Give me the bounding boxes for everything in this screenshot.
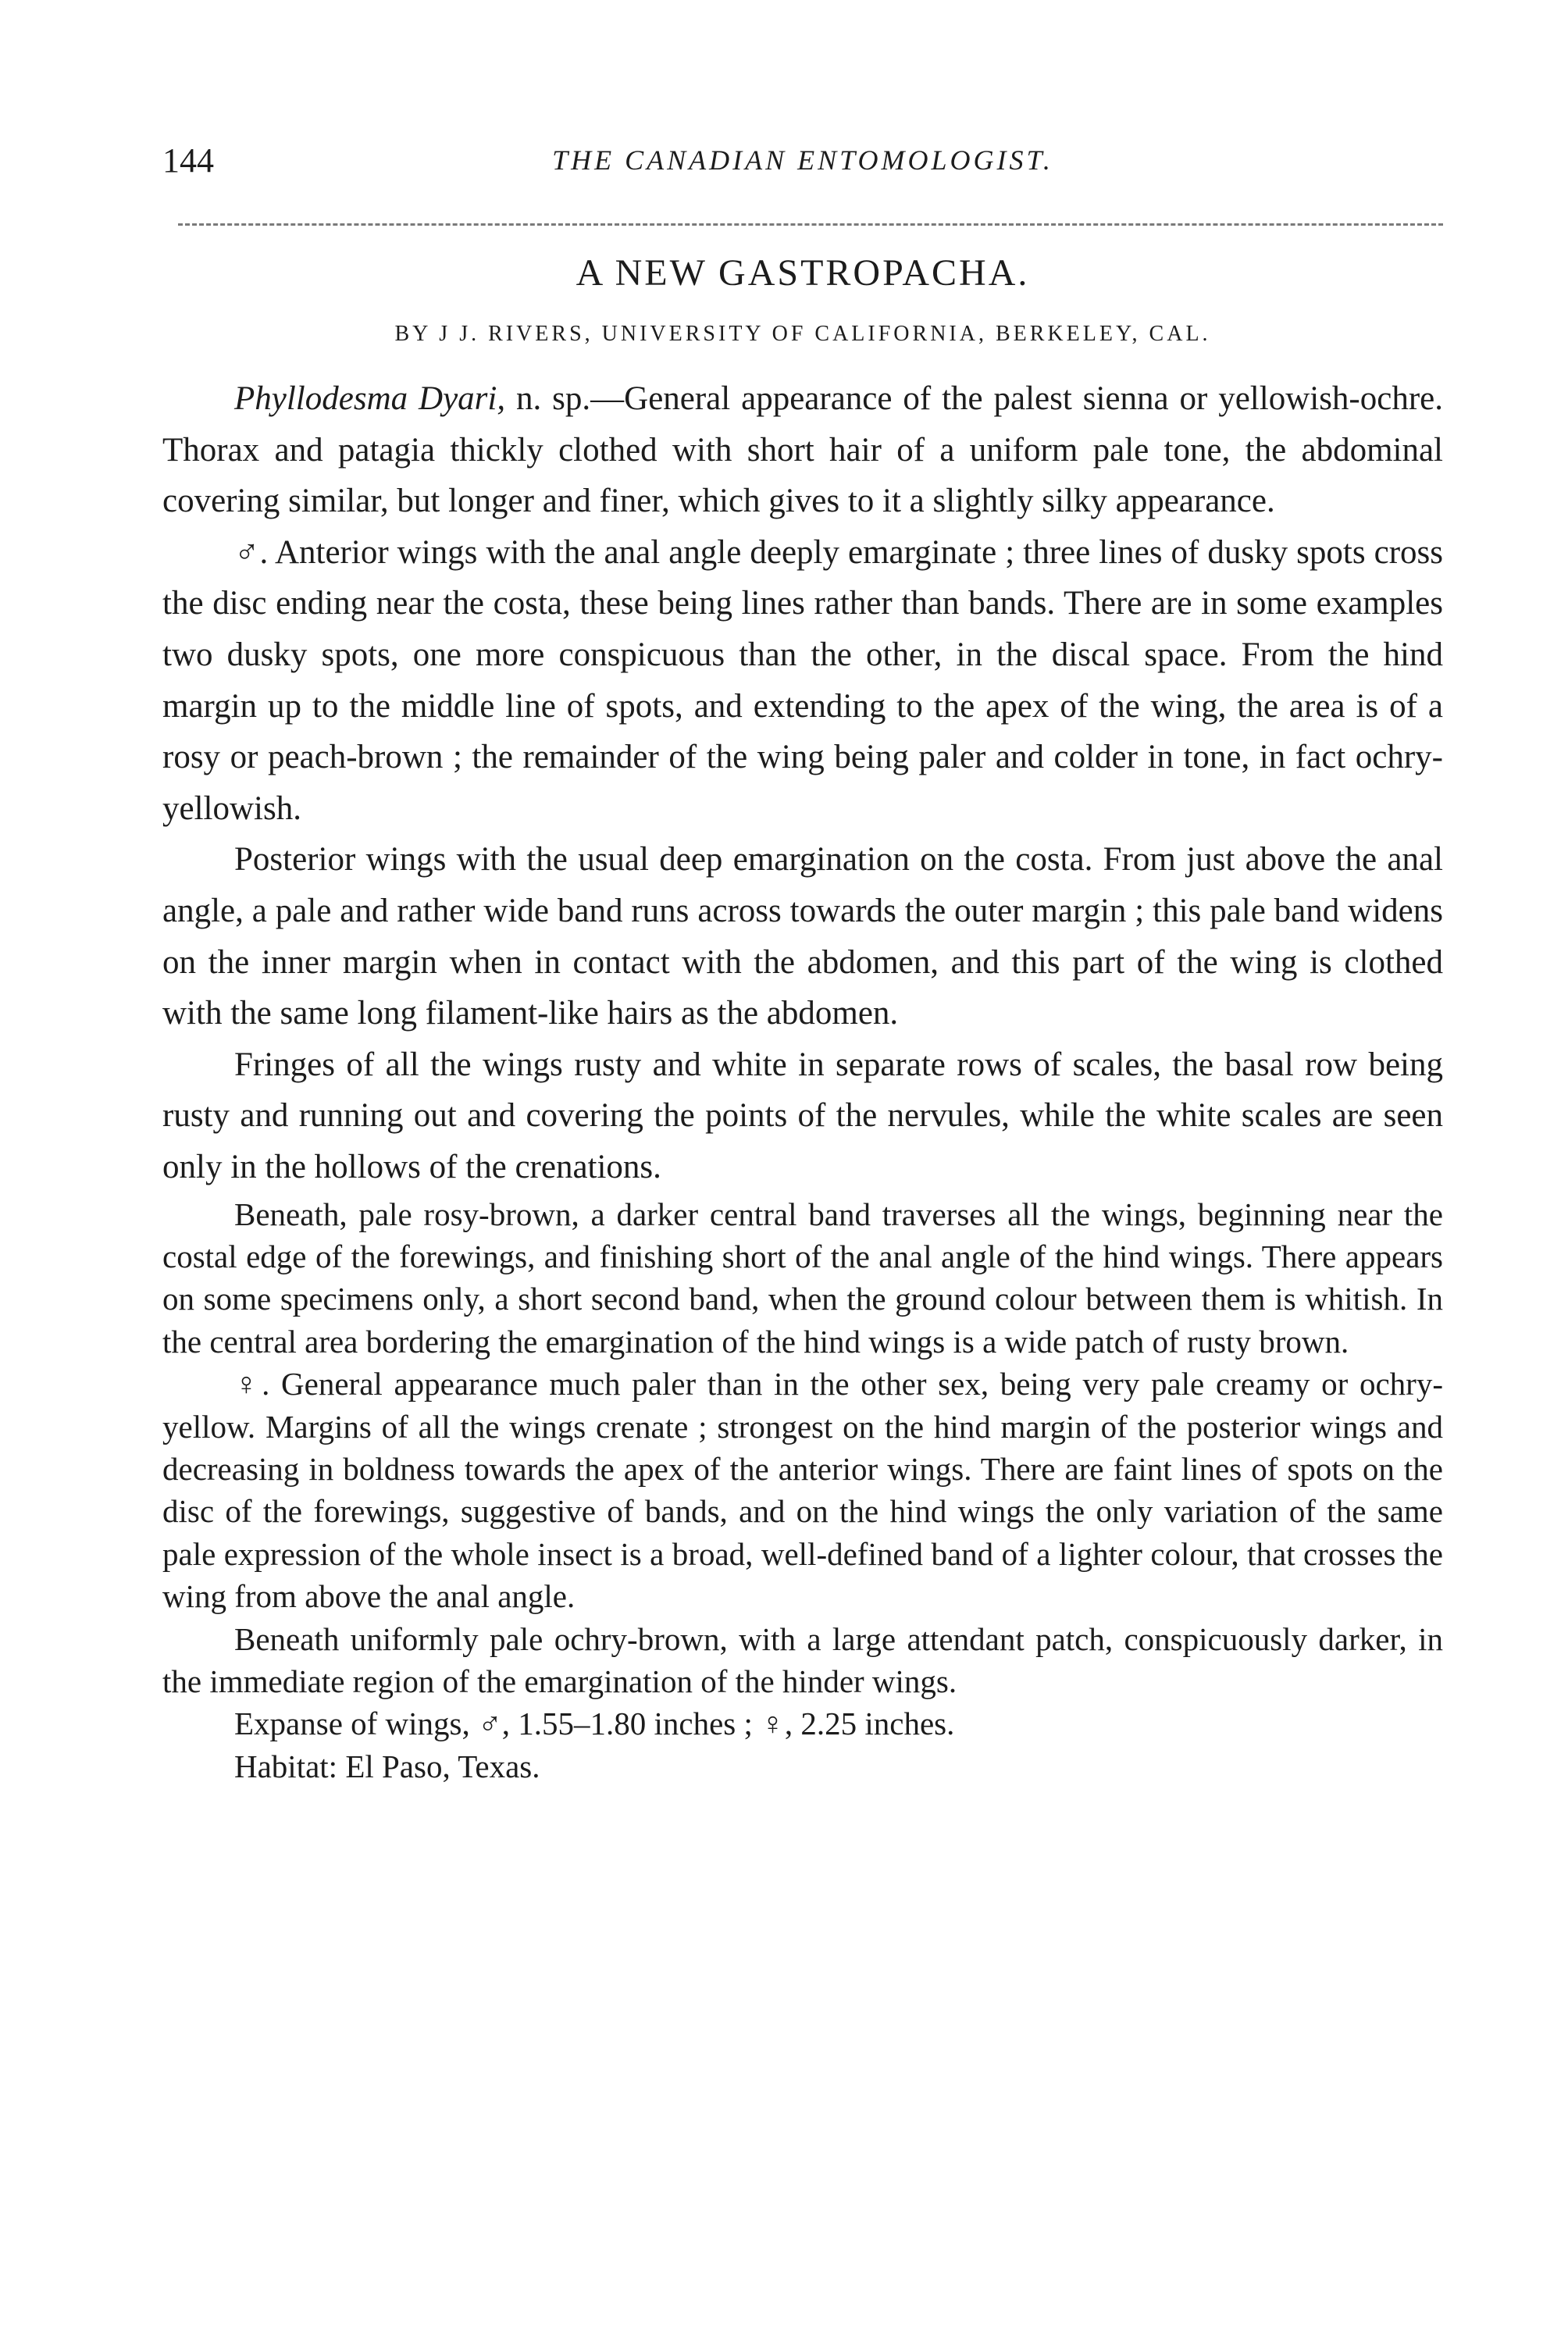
paragraph-expanse: Expanse of wings, ♂, 1.55–1.80 inches ; ♀, 2.25 inches. — [234, 1705, 955, 1742]
paragraph-1-text: n. sp.—General appearance of the palest sienna or yellowish-ochre. Thorax and patagia thickly clothed with short hair of a uniform pale tone, the abdominal covering similar, but longer and finer, which gives to it a slightly silky appearance. — [162, 380, 1443, 520]
paragraph-female: ♀. General appearance much paler than in the other sex, being very pale creamy or ochry-yellow. Margins of all the wings crenate ; strongest on the hind margin of the posterior wings and decreasing in boldness towards the apex of the anterior wings. There are faint lines of spots on the disc of the forewings, suggestive of bands, and on the hind wings the only variation of the same pale expression of the whole insect is a broad, well-defined band of a lighter colour, that crosses the wing from above the anal angle. — [162, 1366, 1443, 1615]
species-name: Phyllodesma Dyari, — [234, 380, 506, 417]
body-section-tight — [162, 1193, 1443, 1788]
running-head — [162, 141, 1443, 187]
paragraph-beneath: Beneath, pale rosy-brown, a darker central band traverses all the wings, beginning near the costal edge of the forewings, and finishing short of the anal angle of the hind wings. There appears on some specimens only, a short second band, when the ground colour between them is whitish. In the central area bordering the emargination of the hind wings is a wide patch of rusty brown. — [162, 1196, 1443, 1360]
byline: BY J J. RIVERS, UNIVERSITY OF CALIFORNIA, BERKELEY, CAL. — [394, 322, 1211, 346]
article-body — [162, 373, 1443, 1787]
journal-title: THE CANADIAN ENTOMOLOGIST. — [552, 144, 1053, 176]
paragraph-beneath-female: Beneath uniformly pale ochry-brown, with a large attendant patch, conspicuously darker, in the immediate region of the emargination of the hinder wings. — [162, 1620, 1443, 1699]
header-rule — [178, 223, 1443, 226]
paragraph-fringes: Fringes of all the wings rusty and white in separate rows of scales, the basal row being rusty and running out and covering the points of the nervules, while the white scales are seen only in the hollows of the crenations. — [162, 1046, 1443, 1185]
article-title: A NEW GASTROPACHA. — [576, 252, 1030, 294]
paragraph-posterior-wings: Posterior wings with the usual deep emargination on the costa. From just above the anal angle, a pale and rather wide band runs across towards the outer margin ; this pale band widens on the inner margin when in contact with the abdomen, and this part of the wing is clothed with the same long filament-like hairs as the abdomen. — [162, 841, 1443, 1032]
paragraph-habitat: Habitat: El Paso, Texas. — [234, 1748, 540, 1784]
page-number: 144 — [162, 141, 214, 180]
body-section-loose — [162, 373, 1443, 1193]
paragraph-male: ♂. Anterior wings with the anal angle deeply emarginate ; three lines of dusky spots cross the disc ending near the costa, these being lines rather than bands. There are in some examples two dusky spots, one more conspicuous than the other, in the discal space. From the hind margin up to the middle line of spots, and extending to the apex of the wing, the area is of a rosy or peach-brown ; the remainder of the wing being paler and colder in tone, in fact ochry-yellowish. — [162, 533, 1443, 827]
paragraph-species-description — [162, 373, 1443, 527]
